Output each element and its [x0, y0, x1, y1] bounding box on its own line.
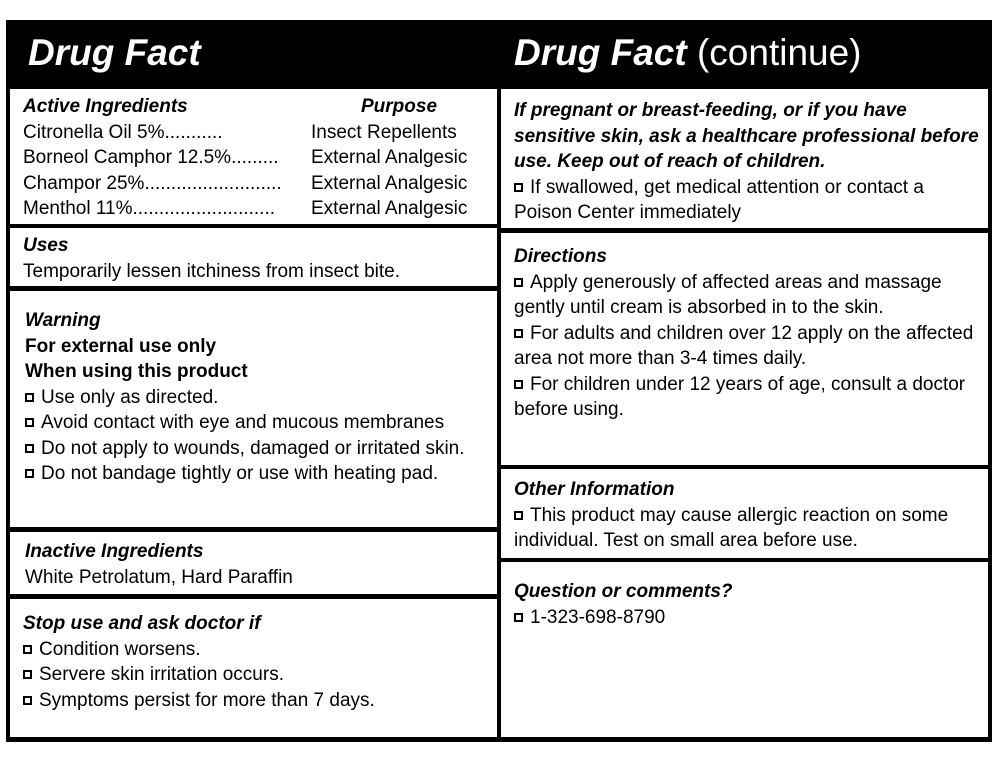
directions-item-text: For adults and children over 12 apply on the affected area not more than 3-4 times daily. — [514, 322, 974, 369]
warning-item — [25, 385, 497, 411]
right-title-text: Drug Fact — [514, 32, 687, 73]
stop-heading: Stop use and ask doctor if — [23, 613, 261, 634]
ingredient-name: Champor 25%.......................... — [23, 172, 282, 194]
pregnancy-warning: If pregnant or breast-feeding, or if you have sensitive skin, ask a healthcare professional before use. Keep out of reach of children. — [514, 100, 979, 172]
stop-item-text: Symptoms persist for more than 7 days. — [39, 689, 375, 711]
bullet-icon — [23, 645, 32, 654]
uses-heading: Uses — [23, 235, 69, 256]
stop-item — [23, 662, 497, 688]
bullet-icon — [514, 613, 523, 622]
bullet-icon — [514, 183, 523, 192]
ingredient-row — [23, 171, 497, 197]
ingredient-row — [23, 145, 497, 171]
bullet-icon — [25, 469, 34, 478]
ingredient-purpose: External Analgesic — [311, 147, 468, 168]
active-heading: Active Ingredients — [23, 96, 188, 117]
pregnancy-section — [501, 89, 988, 228]
uses-section — [10, 228, 497, 286]
inactive-heading: Inactive Ingredients — [25, 541, 204, 562]
bullet-icon — [25, 393, 34, 402]
bullet-icon — [23, 670, 32, 679]
directions-item — [514, 270, 980, 321]
bullet-icon — [514, 329, 523, 338]
ingredient-name: Citronella Oil 5%........... — [23, 121, 223, 143]
warning-item — [25, 461, 497, 487]
other-info-section — [501, 469, 988, 558]
directions-item — [514, 321, 980, 372]
questions-heading: Question or comments? — [514, 581, 733, 602]
active-ingredients-section — [10, 89, 497, 224]
ingredient-row — [23, 196, 497, 222]
warning-when-using: When using this product — [25, 361, 248, 382]
bullet-icon — [25, 444, 34, 453]
bullet-icon — [514, 511, 523, 520]
stop-item — [23, 688, 497, 714]
inactive-section — [10, 532, 497, 594]
directions-section — [501, 233, 988, 465]
phone-item — [514, 605, 980, 631]
active-header-row — [23, 94, 497, 120]
inactive-text: White Petrolatum, Hard Paraffin — [25, 566, 293, 588]
stop-use-section — [10, 599, 497, 737]
warning-item-text: Do not apply to wounds, damaged or irritated skin. — [41, 437, 465, 459]
uses-text: Temporarily lessen itchiness from insect bite. — [23, 260, 400, 282]
directions-heading: Directions — [514, 246, 607, 267]
bullet-icon — [23, 696, 32, 705]
pregnancy-item-text: If swallowed, get medical attention or contact a Poison Center immediately — [514, 176, 924, 223]
other-heading: Other Information — [514, 479, 675, 500]
left-title-text: Drug Fact — [28, 32, 201, 73]
directions-item — [514, 372, 980, 423]
other-item-text: This product may cause allergic reaction on some individual. Test on small area before use. — [514, 504, 949, 551]
ingredient-purpose: External Analgesic — [311, 172, 468, 194]
warning-section — [10, 291, 497, 527]
pregnancy-item — [514, 175, 980, 226]
warning-external-use: For external use only — [25, 335, 217, 357]
stop-item — [23, 637, 497, 663]
warning-item-text: Use only as directed. — [41, 386, 219, 408]
ingredient-purpose: Insect Repellents — [311, 121, 457, 143]
questions-section — [501, 562, 988, 737]
bullet-icon — [25, 418, 34, 427]
ingredient-name: Menthol 11%........................... — [23, 198, 276, 219]
bullet-icon — [514, 380, 523, 389]
ingredient-name: Borneol Camphor 12.5%......... — [23, 147, 279, 168]
stop-item-text: Condition worsens. — [39, 638, 201, 660]
other-item — [514, 503, 980, 554]
ingredient-row — [23, 120, 497, 146]
directions-item-text: Apply generously of affected areas and massage gently until cream is absorbed in to the skin. — [514, 271, 942, 318]
left-title — [28, 20, 201, 86]
stop-item-text: Servere skin irritation occurs. — [39, 664, 284, 685]
directions-item-text: For children under 12 years of age, consult a doctor before using. — [514, 373, 966, 420]
bullet-icon — [514, 278, 523, 287]
warning-heading: Warning — [25, 310, 101, 331]
ingredient-purpose: External Analgesic — [311, 198, 468, 219]
warning-item-text: Do not bandage tightly or use with heating pad. — [41, 463, 439, 484]
phone-number: 1-323-698-8790 — [530, 606, 666, 628]
right-title-suffix: (continue) — [696, 32, 862, 73]
warning-item-text: Avoid contact with eye and mucous membranes — [41, 412, 445, 433]
warning-item — [25, 410, 497, 436]
warning-item — [25, 436, 485, 462]
purpose-heading: Purpose — [361, 96, 438, 117]
right-title — [514, 20, 862, 86]
